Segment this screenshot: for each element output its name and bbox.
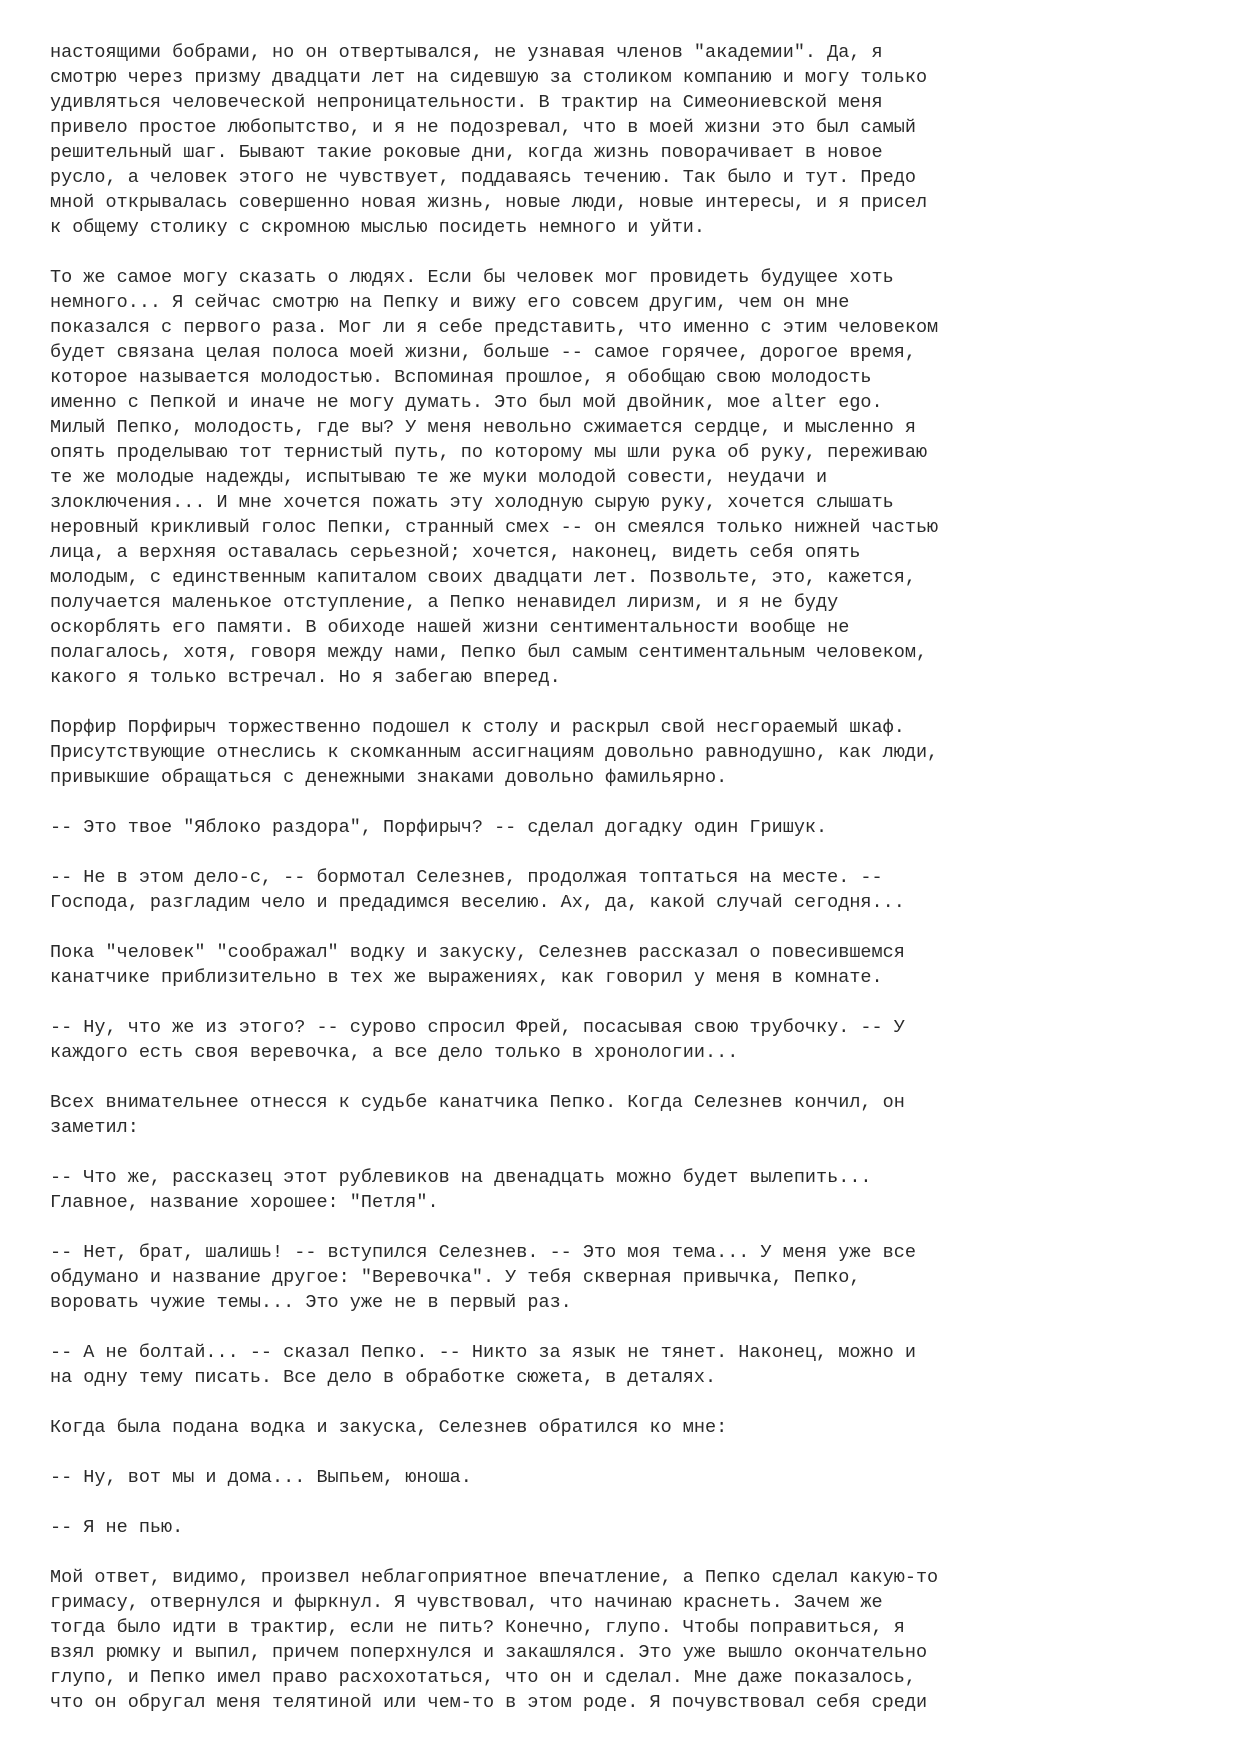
text-line: Присутствующие отнеслись к скомканным ассигнациям довольно равнодушно, как люди, [50,742,939,763]
text-line: -- Что же, рассказец этот рублевиков на двенадцать можно будет вылепить... [50,1167,872,1188]
text-line: Всех внимательнее отнесся к судьбе канатчика Пепко. Когда Селезнев кончил, он [50,1092,905,1113]
paragraph [50,1090,1210,1140]
text-line: Господа, разгладим чело и предадимся веселию. Ах, да, какой случай сегодня... [50,892,905,913]
text-line: -- Не в этом дело-с, -- бормотал Селезнев, продолжая топтаться на месте. -- [50,867,883,888]
text-line: те же молодые надежды, испытываю те же муки молодой совести, неудачи и [50,467,828,488]
text-line: что он обругал меня телятиной или чем-то в этом роде. Я почувствовал себя среди [50,1692,928,1713]
paragraph [50,815,1210,840]
text-line: гримасу, отвернулся и фыркнул. Я чувствовал, что начинаю краснеть. Зачем же [50,1592,883,1613]
paragraph [50,940,1210,990]
text-line: воровать чужие темы... Это уже не в первый раз. [50,1292,572,1313]
text-line: взял рюмку и выпил, причем поперхнулся и закашлялся. Это уже вышло окончательно [50,1642,928,1663]
text-line: лица, а верхняя оставалась серьезной; хочется, наконец, видеть себя опять [50,542,861,563]
text-line: -- Это твое "Яблоко раздора", Порфирыч? -- сделал догадку один Гришук. [50,817,828,838]
text-line: тогда было идти в трактир, если не пить? Конечно, глупо. Чтобы поправиться, я [50,1617,905,1638]
text-line: злоключения... И мне хочется пожать эту холодную сырую руку, хочется слышать [50,492,894,513]
paragraph [50,865,1210,915]
text-line: опять проделываю тот тернистый путь, по которому мы шли рука об руку, переживаю [50,442,928,463]
paragraph [50,40,1210,240]
text-line: именно с Пепкой и иначе не могу думать. Это был мой двойник, мое alter ego. [50,392,883,413]
text-line: То же самое могу сказать о людях. Если бы человек мог провидеть будущее хоть [50,267,894,288]
text-line: Мой ответ, видимо, произвел неблагоприятное впечатление, а Пепко сделал какую-то [50,1567,939,1588]
text-line: Порфир Порфирыч торжественно подошел к столу и раскрыл свой несгораемый шкаф. [50,717,905,738]
text-line: заметил: [50,1117,139,1138]
text-line: -- Ну, вот мы и дома... Выпьем, юноша. [50,1467,472,1488]
text-line: оскорблять его памяти. В обиходе нашей жизни сентиментальности вообще не [50,617,850,638]
text-line: на одну тему писать. Все дело в обработке сюжета, в деталях. [50,1367,717,1388]
paragraph [50,1340,1210,1390]
text-line: полагалось, хотя, говоря между нами, Пепко был самым сентиментальным человеком, [50,642,928,663]
paragraph [50,1465,1210,1490]
text-line: -- Я не пью. [50,1517,184,1538]
text-line: решительный шаг. Бывают такие роковые дни, когда жизнь поворачивает в новое [50,142,883,163]
text-line: к общему столику с скромною мыслью посидеть немного и уйти. [50,217,706,238]
text-line: Главное, название хорошее: "Петля". [50,1192,439,1213]
text-line: привело простое любопытство, и я не подозревал, что в моей жизни это был самый [50,117,916,138]
paragraph [50,1565,1210,1715]
text-line: Милый Пепко, молодость, где вы? У меня невольно сжимается сердце, и мысленно я [50,417,916,438]
text-line: молодым, с единственным капиталом своих двадцати лет. Позвольте, это, кажется, [50,567,916,588]
text-line: глупо, и Пепко имел право расхохотаться, что он и сделал. Мне даже показалось, [50,1667,916,1688]
paragraph [50,1240,1210,1315]
text-line: каждого есть своя веревочка, а все дело только в хронологии... [50,1042,739,1063]
paragraph [50,265,1210,690]
text-line: русло, а человек этого не чувствует, поддаваясь течению. Так было и тут. Предо [50,167,916,188]
paragraph [50,1015,1210,1065]
document-page [50,40,1210,1740]
text-line: обдумано и название другое: "Веревочка". У тебя скверная привычка, Пепко, [50,1267,861,1288]
text-line: Когда была подана водка и закуска, Селезнев обратился ко мне: [50,1417,728,1438]
text-line: -- А не болтай... -- сказал Пепко. -- Никто за язык не тянет. Наконец, можно и [50,1342,916,1363]
paragraph [50,1415,1210,1440]
text-line: получается маленькое отступление, а Пепко ненавидел лиризм, и я не буду [50,592,839,613]
paragraph [50,1515,1210,1540]
text-line: Пока "человек" "соображал" водку и закуску, Селезнев рассказал о повесившемся [50,942,905,963]
text-line: смотрю через призму двадцати лет на сидевшую за столиком компанию и могу только [50,67,928,88]
text-line: удивляться человеческой непроницательности. В трактир на Симеониевской меня [50,92,883,113]
text-line: настоящими бобрами, но он отвертывался, не узнавая членов "академии". Да, я [50,42,883,63]
paragraph [50,1165,1210,1215]
text-line: какого я только встречал. Но я забегаю вперед. [50,667,561,688]
text-line: которое называется молодостью. Вспоминая прошлое, я обобщаю свою молодость [50,367,872,388]
text-line: будет связана целая полоса моей жизни, больше -- самое горячее, дорогое время, [50,342,916,363]
text-line: неровный крикливый голос Пепки, странный смех -- он смеялся только нижней частью [50,517,939,538]
text-line: показался с первого раза. Мог ли я себе представить, что именно с этим человеком [50,317,939,338]
text-line: -- Нет, брат, шалишь! -- вступился Селезнев. -- Это моя тема... У меня уже все [50,1242,916,1263]
text-line: -- Ну, что же из этого? -- сурово спросил Фрей, посасывая свою трубочку. -- У [50,1017,905,1038]
text-line: привыкшие обращаться с денежными знаками довольно фамильярно. [50,767,728,788]
text-line: мной открывалась совершенно новая жизнь, новые люди, новые интересы, и я присел [50,192,928,213]
paragraph [50,715,1210,790]
text-line: канатчике приблизительно в тех же выражениях, как говорил у меня в комнате. [50,967,883,988]
text-line: немного... Я сейчас смотрю на Пепку и вижу его совсем другим, чем он мне [50,292,850,313]
